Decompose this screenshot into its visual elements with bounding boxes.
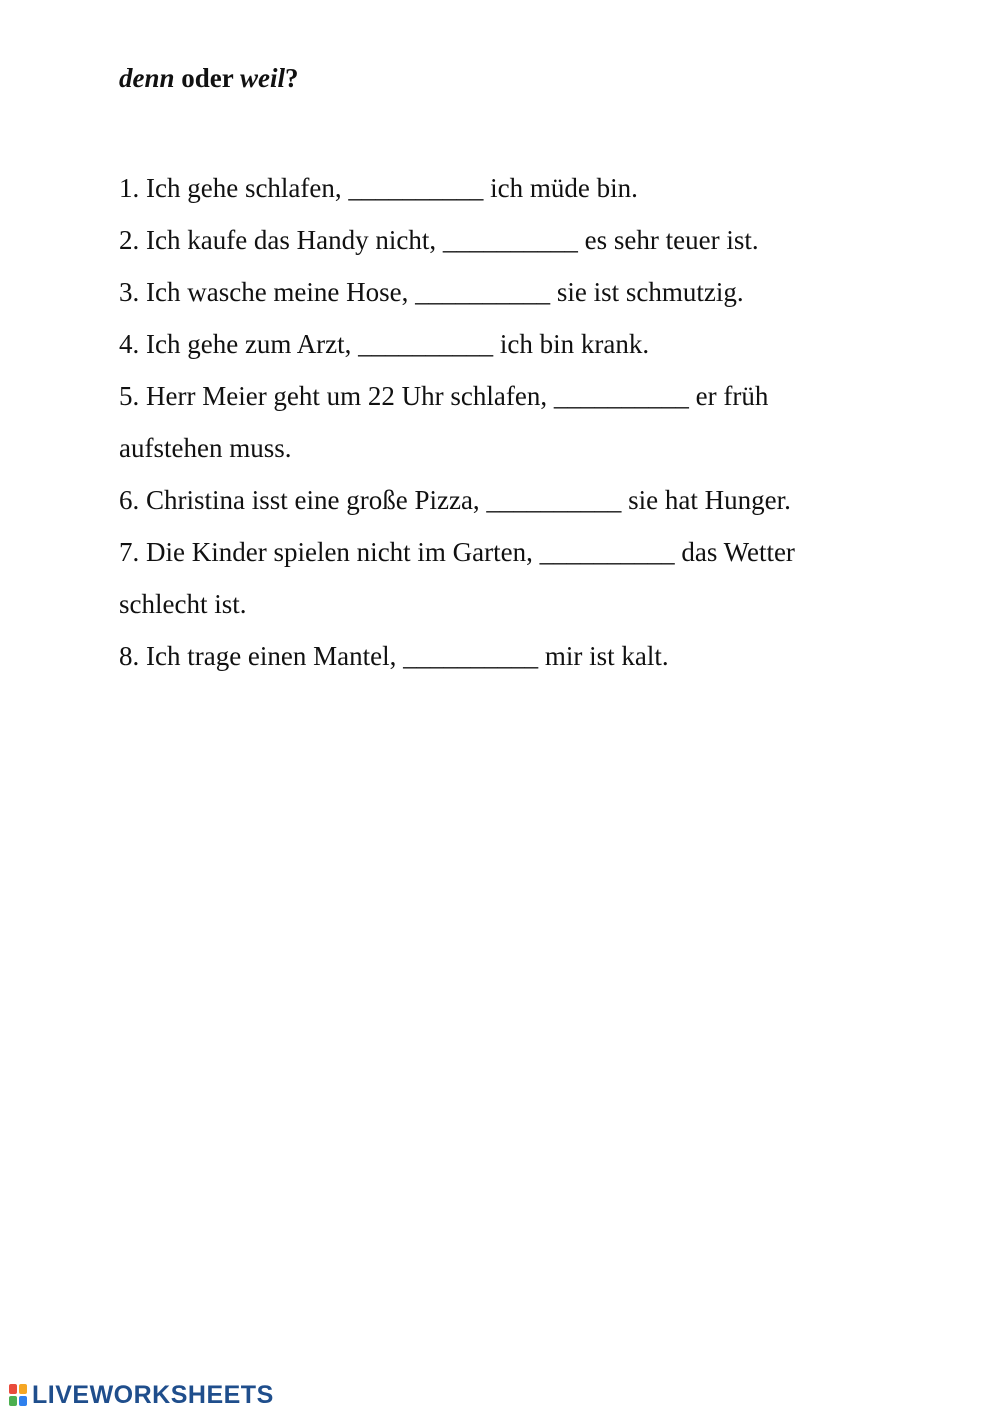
exercise-5-continued: aufstehen muss.	[119, 433, 292, 463]
logo-mark-cell	[9, 1384, 17, 1394]
logo-mark-cell	[19, 1396, 27, 1406]
exercise-3: 3. Ich wasche meine Hose, __________ sie ist schmutzig.	[119, 277, 744, 307]
liveworksheets-logo	[8, 1381, 274, 1409]
exercise-2: 2. Ich kaufe das Handy nicht, __________ es sehr teuer ist.	[119, 225, 759, 255]
exercise-4: 4. Ich gehe zum Arzt, __________ ich bin krank.	[119, 329, 650, 359]
title-weil: weil	[240, 63, 286, 93]
logo-mark-icon	[8, 1383, 28, 1407]
title-denn: denn	[119, 63, 175, 93]
exercise-7: 7. Die Kinder spielen nicht im Garten, __________ das Wetter	[119, 537, 795, 567]
exercise-list	[119, 162, 899, 682]
logo-mark-cell	[19, 1384, 27, 1394]
exercise-8: 8. Ich trage einen Mantel, __________ mir ist kalt.	[119, 641, 669, 671]
exercise-6: 6. Christina isst eine große Pizza, __________ sie hat Hunger.	[119, 485, 791, 515]
worksheet-title	[119, 58, 299, 98]
title-question-mark: ?	[285, 63, 299, 93]
logo-text: LIVEWORKSHEETS	[32, 1380, 274, 1409]
exercise-1: 1. Ich gehe schlafen, __________ ich müde bin.	[119, 173, 638, 203]
exercise-7-continued: schlecht ist.	[119, 589, 247, 619]
exercise-5: 5. Herr Meier geht um 22 Uhr schlafen, __________ er früh	[119, 381, 769, 411]
title-oder: oder	[174, 63, 241, 93]
logo-mark-cell	[9, 1396, 17, 1406]
